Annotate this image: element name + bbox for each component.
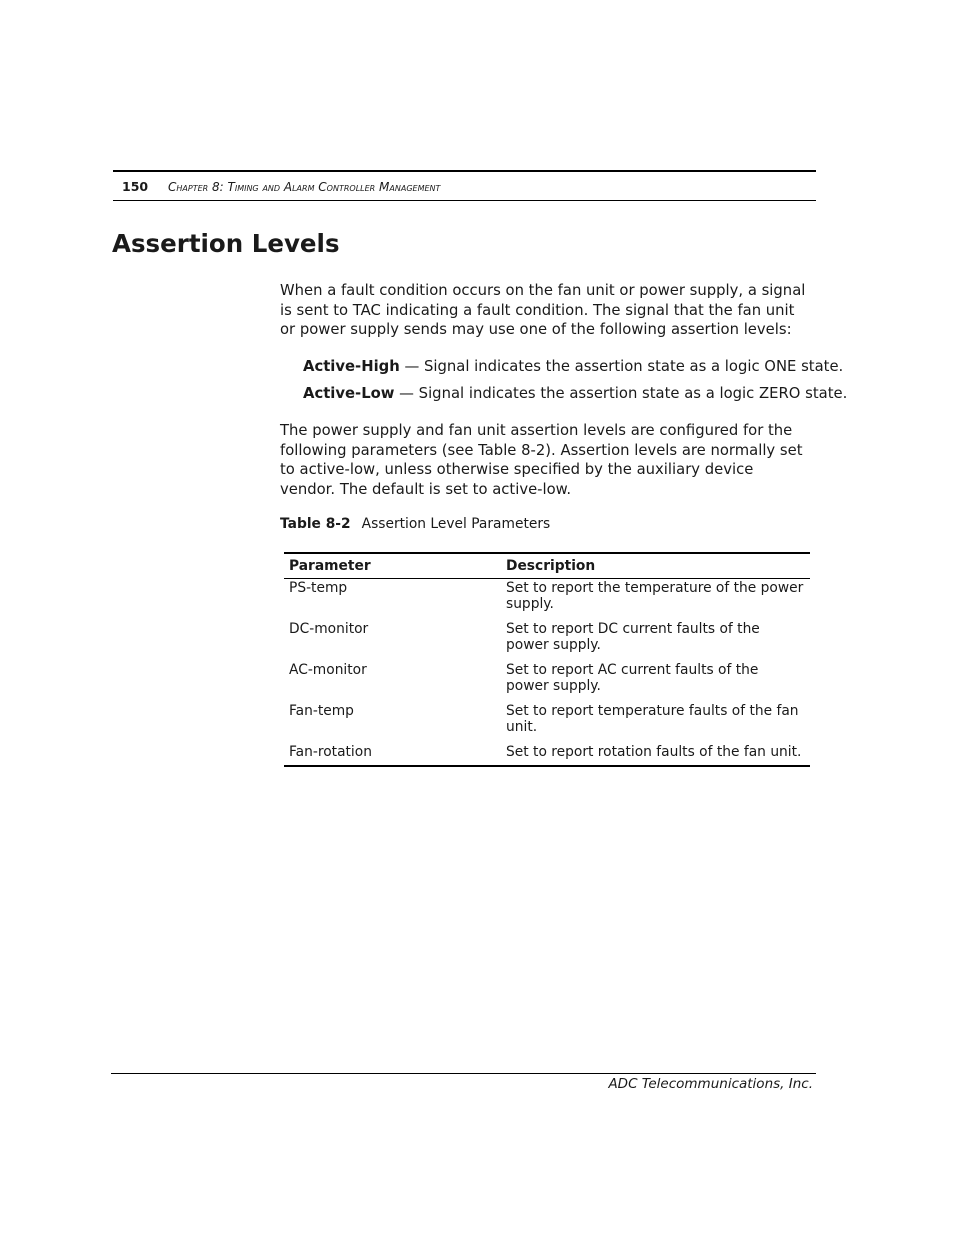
assertion-level-parameters-table: [284, 552, 810, 767]
configuration-paragraph: The power supply and fan unit assertion levels are configured for the following parameters (see Table 8-2). Assertion levels are normally set to active-low, unless otherwise specified by the auxiliary device vendor. The default is set to active-low.: [280, 422, 803, 498]
parameter-cell: PS-temp: [289, 580, 348, 596]
footer-rule: [111, 1073, 816, 1074]
section-title: Assertion Levels: [112, 229, 340, 258]
intro-paragraph: When a fault condition occurs on the fan unit or power supply, a signal is sent to TAC indicating a fault condition. The signal that the fan unit or power supply sends may use one of the following assertion levels:: [280, 282, 806, 338]
table-caption-number: Table 8-2: [280, 516, 351, 532]
description-cell: Set to report the temperature of the power supply.: [506, 580, 804, 612]
running-header: [113, 170, 816, 201]
parameter-cell: Fan-temp: [289, 703, 354, 719]
table-caption: [280, 516, 550, 532]
definition-active-low: [303, 384, 847, 404]
definition-term: Active-High: [303, 358, 400, 375]
description-cell: Set to report AC current faults of the power supply.: [506, 662, 759, 694]
parameter-cell: DC-monitor: [289, 621, 369, 637]
table-row: [284, 619, 810, 660]
parameter-cell: AC-monitor: [289, 662, 367, 678]
table-row: [284, 701, 810, 742]
description-cell: Set to report DC current faults of the power supply.: [506, 621, 760, 653]
definition-text: — Signal indicates the assertion state as a logic ZERO state.: [394, 385, 848, 402]
chapter-title: Chapter 8: Timing and Alarm Controller Management: [168, 180, 441, 194]
definition-text: — Signal indicates the assertion state as a logic ONE state.: [399, 358, 844, 375]
parameter-cell: Fan-rotation: [289, 744, 372, 760]
footer-publisher: ADC Telecommunications, Inc.: [608, 1076, 813, 1092]
table-header-row: [284, 553, 810, 579]
column-header-parameter: Parameter: [284, 553, 501, 579]
table-row: [284, 579, 810, 620]
definition-term: Active-Low: [303, 385, 395, 402]
column-header-description: Description: [501, 553, 810, 579]
definition-active-high: [303, 357, 843, 377]
table-row: [284, 742, 810, 766]
description-cell: Set to report rotation faults of the fan unit.: [506, 744, 802, 760]
table-caption-title: Assertion Level Parameters: [361, 516, 551, 532]
page-number: 150: [122, 179, 149, 194]
description-cell: Set to report temperature faults of the fan unit.: [506, 703, 799, 735]
table-row: [284, 660, 810, 701]
